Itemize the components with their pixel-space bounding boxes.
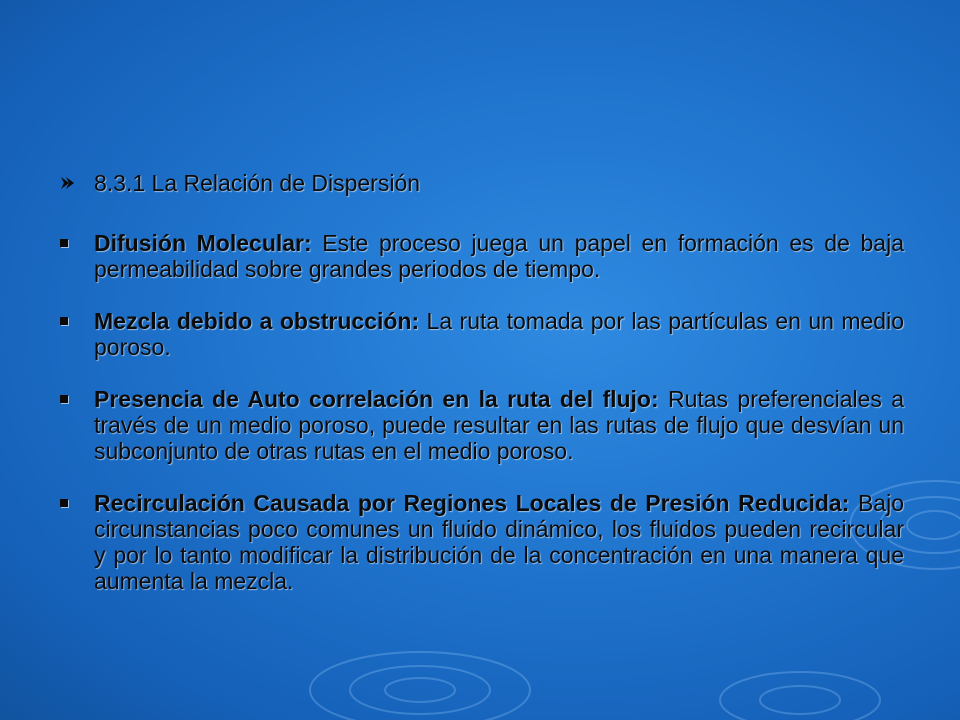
bullet-text: Rutas preferenciales a través de un medio poroso, puede resultar en las rutas de flujo que desvían un subconjunto de otras rutas en el medio poroso.: [94, 386, 905, 464]
heading-text: 8.3.1 La Relación de Dispersión: [94, 170, 421, 196]
bullet-item: [58, 490, 904, 594]
square-bullet-icon: [60, 317, 68, 325]
bullet-term: Difusión Molecular:: [94, 230, 312, 256]
arrow-bullet-icon: [60, 176, 76, 190]
bullet-term: Mezcla debido a obstrucción:: [94, 308, 420, 334]
square-bullet-icon: [60, 239, 68, 247]
bullet-item: [58, 308, 904, 360]
bullet-item: [58, 230, 904, 282]
slide-heading: [58, 168, 904, 198]
bullet-text: La ruta tomada por las partículas en un medio poroso.: [94, 308, 904, 360]
bullet-term: Recirculación Causada por Regiones Locales de Presión Reducida:: [94, 490, 850, 516]
bullet-term: Presencia de Auto correlación en la ruta del flujo:: [94, 386, 659, 412]
square-bullet-icon: [60, 499, 68, 507]
bullet-item: [58, 386, 904, 464]
square-bullet-icon: [60, 395, 68, 403]
bullet-text: Este proceso juega un papel en formación es de baja permeabilidad sobre grandes periodos de tiempo.: [94, 230, 904, 282]
slide-content: [58, 168, 904, 620]
bullet-text: Bajo circunstancias poco comunes un fluido dinámico, los fluidos pueden recircular y por lo tanto modificar la distribución de la concentración en una manera que aumenta la mezcla.: [94, 490, 904, 594]
